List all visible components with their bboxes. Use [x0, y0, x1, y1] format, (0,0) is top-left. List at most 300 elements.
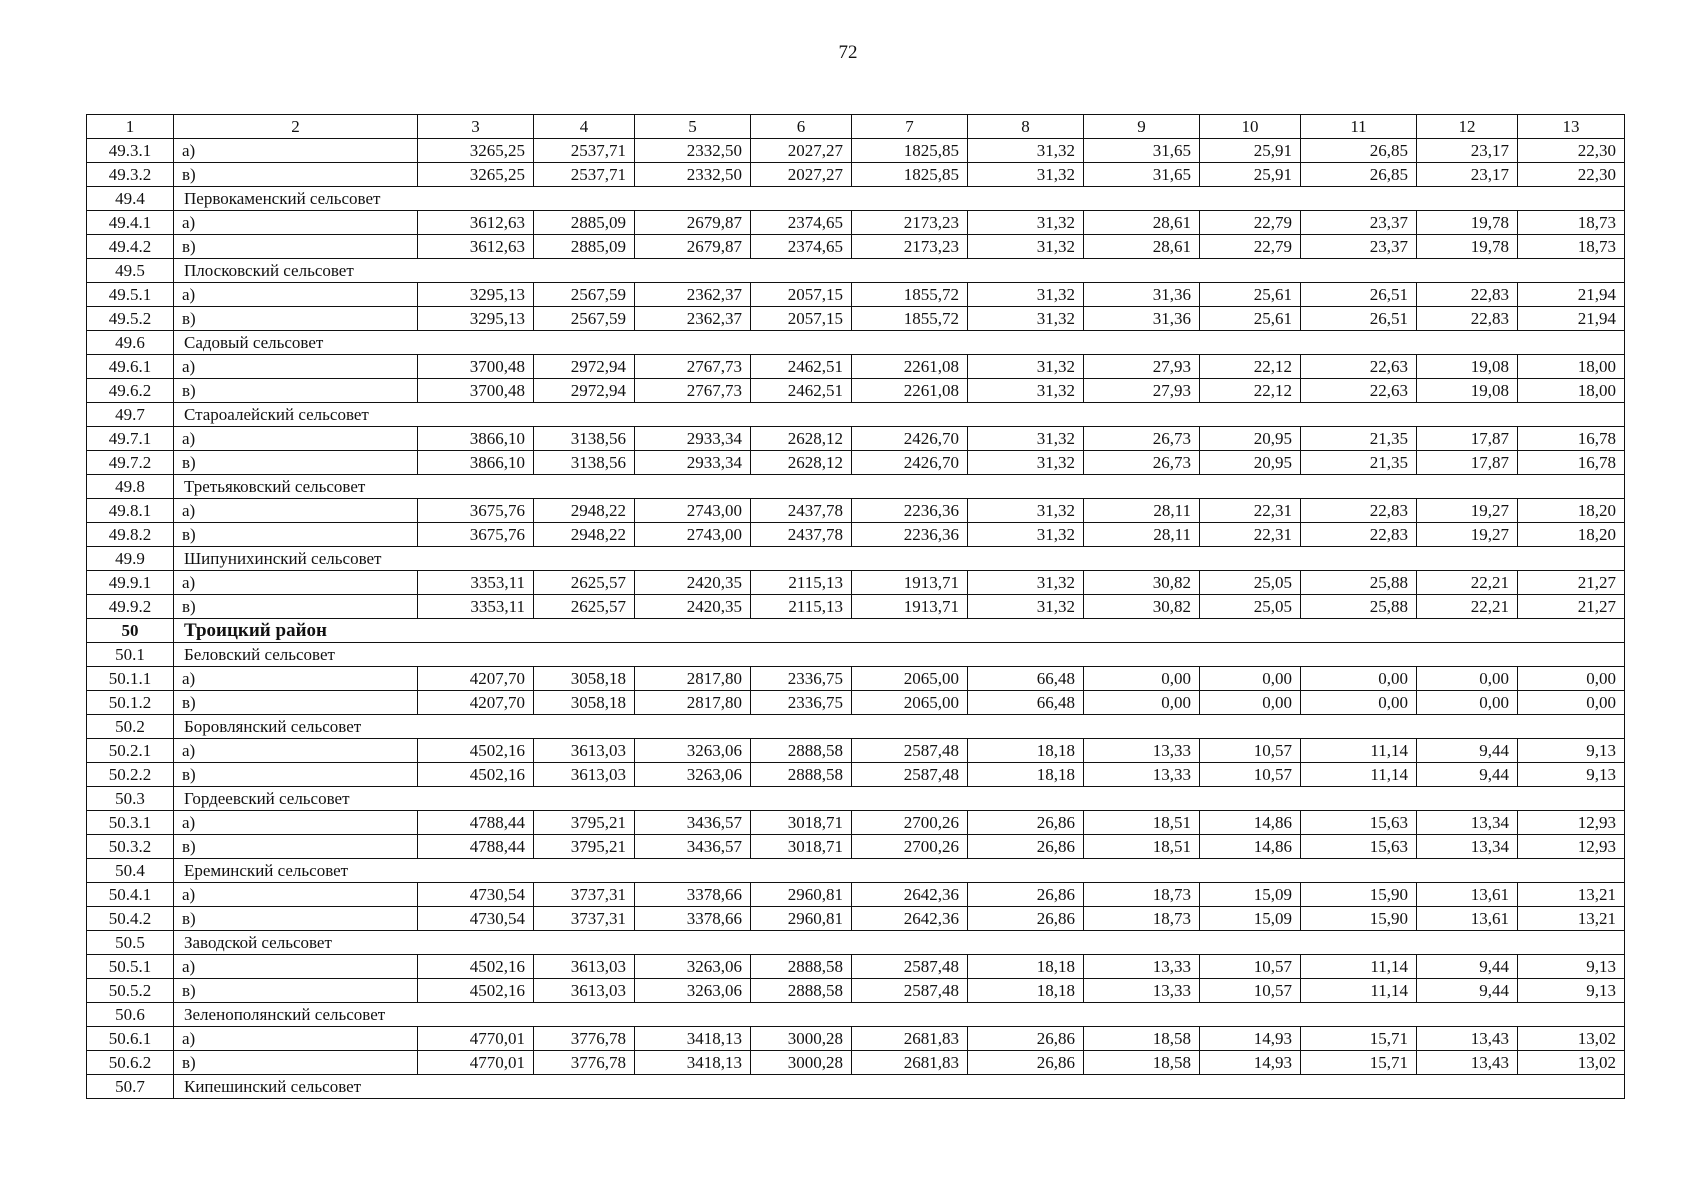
row-number: 50.2.1 — [87, 739, 174, 763]
table-row — [87, 883, 1625, 907]
section-number: 50.3 — [87, 787, 174, 811]
value-cell: 26,51 — [1301, 307, 1417, 331]
value-cell: 2462,51 — [751, 379, 852, 403]
header-cell: 10 — [1200, 115, 1301, 139]
value-cell: 3000,28 — [751, 1051, 852, 1075]
value-cell: 12,93 — [1518, 835, 1625, 859]
value-cell: 12,93 — [1518, 811, 1625, 835]
row-label: в) — [174, 763, 418, 787]
header-cell: 13 — [1518, 115, 1625, 139]
row-number: 50.1.1 — [87, 667, 174, 691]
header-cell: 3 — [418, 115, 534, 139]
value-cell: 11,14 — [1301, 739, 1417, 763]
value-cell: 22,63 — [1301, 355, 1417, 379]
table-row — [87, 355, 1625, 379]
value-cell: 2336,75 — [751, 667, 852, 691]
value-cell: 2743,00 — [635, 499, 751, 523]
value-cell: 9,13 — [1518, 955, 1625, 979]
table-row — [87, 955, 1625, 979]
value-cell: 2767,73 — [635, 379, 751, 403]
value-cell: 0,00 — [1518, 667, 1625, 691]
value-cell: 28,61 — [1084, 211, 1200, 235]
value-cell: 3613,03 — [534, 739, 635, 763]
table-row — [87, 691, 1625, 715]
value-cell: 4502,16 — [418, 955, 534, 979]
value-cell: 15,63 — [1301, 811, 1417, 835]
value-cell: 2642,36 — [852, 907, 968, 931]
section-title: Третьяковский сельсовет — [174, 475, 1625, 499]
value-cell: 3866,10 — [418, 451, 534, 475]
section-title: Боровлянский сельсовет — [174, 715, 1625, 739]
value-cell: 11,14 — [1301, 979, 1417, 1003]
row-number: 49.5.1 — [87, 283, 174, 307]
table-row — [87, 667, 1625, 691]
section-row — [87, 1003, 1625, 1027]
value-cell: 4502,16 — [418, 979, 534, 1003]
value-cell: 3700,48 — [418, 379, 534, 403]
value-cell: 18,00 — [1518, 355, 1625, 379]
table-row — [87, 739, 1625, 763]
row-label: а) — [174, 427, 418, 451]
value-cell: 2888,58 — [751, 763, 852, 787]
value-cell: 2888,58 — [751, 739, 852, 763]
section-row — [87, 715, 1625, 739]
section-number: 49.4 — [87, 187, 174, 211]
value-cell: 2362,37 — [635, 283, 751, 307]
row-label: а) — [174, 667, 418, 691]
value-cell: 18,58 — [1084, 1027, 1200, 1051]
row-number: 50.3.2 — [87, 835, 174, 859]
value-cell: 0,00 — [1417, 667, 1518, 691]
value-cell: 0,00 — [1200, 667, 1301, 691]
section-row — [87, 403, 1625, 427]
value-cell: 14,86 — [1200, 835, 1301, 859]
value-cell: 4730,54 — [418, 907, 534, 931]
value-cell: 3612,63 — [418, 235, 534, 259]
value-cell: 31,32 — [968, 427, 1084, 451]
tariff-table — [86, 114, 1625, 1099]
table-row — [87, 379, 1625, 403]
section-title: Садовый сельсовет — [174, 331, 1625, 355]
value-cell: 22,31 — [1200, 499, 1301, 523]
value-cell: 0,00 — [1301, 691, 1417, 715]
row-number: 49.3.1 — [87, 139, 174, 163]
value-cell: 2625,57 — [534, 571, 635, 595]
value-cell: 18,51 — [1084, 811, 1200, 835]
value-cell: 2948,22 — [534, 523, 635, 547]
table-row — [87, 571, 1625, 595]
value-cell: 4770,01 — [418, 1027, 534, 1051]
value-cell: 3613,03 — [534, 763, 635, 787]
value-cell: 31,32 — [968, 307, 1084, 331]
value-cell: 14,93 — [1200, 1027, 1301, 1051]
value-cell: 3795,21 — [534, 835, 635, 859]
value-cell: 0,00 — [1200, 691, 1301, 715]
table-row — [87, 979, 1625, 1003]
value-cell: 4502,16 — [418, 739, 534, 763]
row-label: в) — [174, 163, 418, 187]
row-number: 50.4.1 — [87, 883, 174, 907]
section-number: 49.5 — [87, 259, 174, 283]
value-cell: 15,71 — [1301, 1027, 1417, 1051]
value-cell: 2817,80 — [635, 691, 751, 715]
section-number: 50.6 — [87, 1003, 174, 1027]
table-row — [87, 427, 1625, 451]
value-cell: 26,86 — [968, 835, 1084, 859]
value-cell: 14,86 — [1200, 811, 1301, 835]
value-cell: 18,73 — [1518, 211, 1625, 235]
value-cell: 3295,13 — [418, 283, 534, 307]
value-cell: 3378,66 — [635, 883, 751, 907]
section-number: 49.6 — [87, 331, 174, 355]
value-cell: 13,43 — [1417, 1051, 1518, 1075]
value-cell: 13,33 — [1084, 763, 1200, 787]
header-cell: 9 — [1084, 115, 1200, 139]
value-cell: 66,48 — [968, 667, 1084, 691]
table-header — [87, 115, 1625, 139]
value-cell: 3436,57 — [635, 811, 751, 835]
value-cell: 25,05 — [1200, 571, 1301, 595]
value-cell: 31,32 — [968, 211, 1084, 235]
value-cell: 2933,34 — [635, 451, 751, 475]
value-cell: 31,32 — [968, 379, 1084, 403]
value-cell: 3353,11 — [418, 571, 534, 595]
row-label: в) — [174, 523, 418, 547]
section-number: 50 — [87, 619, 174, 643]
value-cell: 2261,08 — [852, 379, 968, 403]
value-cell: 1855,72 — [852, 283, 968, 307]
value-cell: 21,27 — [1518, 571, 1625, 595]
row-label: в) — [174, 907, 418, 931]
header-cell: 7 — [852, 115, 968, 139]
value-cell: 3263,06 — [635, 979, 751, 1003]
value-cell: 0,00 — [1417, 691, 1518, 715]
row-number: 49.9.2 — [87, 595, 174, 619]
value-cell: 9,44 — [1417, 739, 1518, 763]
value-cell: 10,57 — [1200, 763, 1301, 787]
value-cell: 18,20 — [1518, 523, 1625, 547]
section-title: Первокаменский сельсовет — [174, 187, 1625, 211]
value-cell: 18,73 — [1518, 235, 1625, 259]
value-cell: 18,73 — [1084, 907, 1200, 931]
value-cell: 23,37 — [1301, 235, 1417, 259]
header-cell: 4 — [534, 115, 635, 139]
value-cell: 3138,56 — [534, 451, 635, 475]
section-title: Кипешинский сельсовет — [174, 1075, 1625, 1099]
value-cell: 3000,28 — [751, 1027, 852, 1051]
value-cell: 2972,94 — [534, 355, 635, 379]
value-cell: 3263,06 — [635, 763, 751, 787]
value-cell: 2960,81 — [751, 907, 852, 931]
row-number: 49.4.2 — [87, 235, 174, 259]
value-cell: 10,57 — [1200, 979, 1301, 1003]
row-label: в) — [174, 451, 418, 475]
value-cell: 2027,27 — [751, 139, 852, 163]
value-cell: 31,32 — [968, 595, 1084, 619]
value-cell: 18,18 — [968, 739, 1084, 763]
value-cell: 2173,23 — [852, 235, 968, 259]
table-row — [87, 163, 1625, 187]
value-cell: 3737,31 — [534, 907, 635, 931]
value-cell: 30,82 — [1084, 571, 1200, 595]
header-cell: 6 — [751, 115, 852, 139]
section-title: Плосковский сельсовет — [174, 259, 1625, 283]
table-row — [87, 211, 1625, 235]
value-cell: 26,86 — [968, 1027, 1084, 1051]
value-cell: 22,12 — [1200, 355, 1301, 379]
value-cell: 2420,35 — [635, 571, 751, 595]
row-number: 49.6.1 — [87, 355, 174, 379]
row-number: 49.8.2 — [87, 523, 174, 547]
value-cell: 2437,78 — [751, 499, 852, 523]
value-cell: 3737,31 — [534, 883, 635, 907]
row-number: 50.3.1 — [87, 811, 174, 835]
value-cell: 21,27 — [1518, 595, 1625, 619]
value-cell: 4770,01 — [418, 1051, 534, 1075]
row-label: в) — [174, 835, 418, 859]
section-number: 49.9 — [87, 547, 174, 571]
value-cell: 2679,87 — [635, 211, 751, 235]
value-cell: 13,21 — [1518, 883, 1625, 907]
value-cell: 2681,83 — [852, 1027, 968, 1051]
value-cell: 2420,35 — [635, 595, 751, 619]
row-number: 50.5.1 — [87, 955, 174, 979]
value-cell: 31,32 — [968, 451, 1084, 475]
section-number: 50.4 — [87, 859, 174, 883]
value-cell: 23,17 — [1417, 139, 1518, 163]
table-row — [87, 235, 1625, 259]
row-label: в) — [174, 979, 418, 1003]
value-cell: 0,00 — [1084, 691, 1200, 715]
value-cell: 3018,71 — [751, 811, 852, 835]
value-cell: 2885,09 — [534, 235, 635, 259]
row-number: 50.1.2 — [87, 691, 174, 715]
table-row — [87, 595, 1625, 619]
value-cell: 3018,71 — [751, 835, 852, 859]
value-cell: 2332,50 — [635, 139, 751, 163]
value-cell: 2426,70 — [852, 451, 968, 475]
value-cell: 3866,10 — [418, 427, 534, 451]
value-cell: 31,32 — [968, 355, 1084, 379]
value-cell: 26,86 — [968, 907, 1084, 931]
value-cell: 3436,57 — [635, 835, 751, 859]
value-cell: 31,32 — [968, 235, 1084, 259]
value-cell: 21,35 — [1301, 427, 1417, 451]
district-row — [87, 619, 1625, 643]
table-row — [87, 283, 1625, 307]
value-cell: 3776,78 — [534, 1051, 635, 1075]
value-cell: 31,65 — [1084, 163, 1200, 187]
value-cell: 2700,26 — [852, 811, 968, 835]
row-number: 49.5.2 — [87, 307, 174, 331]
row-number: 49.9.1 — [87, 571, 174, 595]
value-cell: 10,57 — [1200, 739, 1301, 763]
value-cell: 4207,70 — [418, 691, 534, 715]
value-cell: 3295,13 — [418, 307, 534, 331]
table-row — [87, 1027, 1625, 1051]
section-row — [87, 787, 1625, 811]
value-cell: 22,63 — [1301, 379, 1417, 403]
value-cell: 13,02 — [1518, 1027, 1625, 1051]
value-cell: 3675,76 — [418, 499, 534, 523]
value-cell: 2537,71 — [534, 163, 635, 187]
value-cell: 2628,12 — [751, 427, 852, 451]
section-row — [87, 187, 1625, 211]
value-cell: 27,93 — [1084, 379, 1200, 403]
row-label: а) — [174, 571, 418, 595]
value-cell: 2065,00 — [852, 667, 968, 691]
value-cell: 4730,54 — [418, 883, 534, 907]
value-cell: 0,00 — [1518, 691, 1625, 715]
section-row — [87, 859, 1625, 883]
value-cell: 15,63 — [1301, 835, 1417, 859]
section-title: Шипунихинский сельсовет — [174, 547, 1625, 571]
page-number: 72 — [838, 42, 858, 63]
value-cell: 2587,48 — [852, 979, 968, 1003]
value-cell: 19,78 — [1417, 211, 1518, 235]
value-cell: 2960,81 — [751, 883, 852, 907]
value-cell: 27,93 — [1084, 355, 1200, 379]
value-cell: 15,09 — [1200, 883, 1301, 907]
value-cell: 3138,56 — [534, 427, 635, 451]
value-cell: 2681,83 — [852, 1051, 968, 1075]
table-row — [87, 835, 1625, 859]
value-cell: 3263,06 — [635, 955, 751, 979]
value-cell: 4788,44 — [418, 811, 534, 835]
row-label: в) — [174, 1051, 418, 1075]
value-cell: 18,58 — [1084, 1051, 1200, 1075]
value-cell: 2817,80 — [635, 667, 751, 691]
row-number: 49.7.2 — [87, 451, 174, 475]
value-cell: 25,91 — [1200, 163, 1301, 187]
value-cell: 25,88 — [1301, 571, 1417, 595]
value-cell: 16,78 — [1518, 427, 1625, 451]
table-row — [87, 763, 1625, 787]
value-cell: 25,88 — [1301, 595, 1417, 619]
section-title: Зеленополянский сельсовет — [174, 1003, 1625, 1027]
value-cell: 4207,70 — [418, 667, 534, 691]
value-cell: 3378,66 — [635, 907, 751, 931]
value-cell: 26,73 — [1084, 451, 1200, 475]
value-cell: 3795,21 — [534, 811, 635, 835]
value-cell: 3612,63 — [418, 211, 534, 235]
table-row — [87, 139, 1625, 163]
section-title: Староалейский сельсовет — [174, 403, 1625, 427]
value-cell: 2537,71 — [534, 139, 635, 163]
row-label: а) — [174, 499, 418, 523]
value-cell: 2115,13 — [751, 571, 852, 595]
value-cell: 2885,09 — [534, 211, 635, 235]
value-cell: 11,14 — [1301, 763, 1417, 787]
value-cell: 2933,34 — [635, 427, 751, 451]
value-cell: 9,13 — [1518, 739, 1625, 763]
value-cell: 3613,03 — [534, 955, 635, 979]
section-number: 49.7 — [87, 403, 174, 427]
value-cell: 2972,94 — [534, 379, 635, 403]
header-cell: 1 — [87, 115, 174, 139]
section-row — [87, 643, 1625, 667]
value-cell: 11,14 — [1301, 955, 1417, 979]
value-cell: 22,79 — [1200, 235, 1301, 259]
value-cell: 31,32 — [968, 571, 1084, 595]
value-cell: 18,73 — [1084, 883, 1200, 907]
value-cell: 31,36 — [1084, 283, 1200, 307]
value-cell: 2625,57 — [534, 595, 635, 619]
value-cell: 22,79 — [1200, 211, 1301, 235]
value-cell: 2115,13 — [751, 595, 852, 619]
value-cell: 13,33 — [1084, 979, 1200, 1003]
value-cell: 18,20 — [1518, 499, 1625, 523]
row-number: 49.6.2 — [87, 379, 174, 403]
section-row — [87, 475, 1625, 499]
value-cell: 4788,44 — [418, 835, 534, 859]
section-row — [87, 1075, 1625, 1099]
value-cell: 2948,22 — [534, 499, 635, 523]
row-label: в) — [174, 691, 418, 715]
value-cell: 13,02 — [1518, 1051, 1625, 1075]
section-title: Ереминский сельсовет — [174, 859, 1625, 883]
table-body — [87, 139, 1625, 1099]
value-cell: 4502,16 — [418, 763, 534, 787]
value-cell: 3058,18 — [534, 667, 635, 691]
value-cell: 31,32 — [968, 523, 1084, 547]
table-row — [87, 907, 1625, 931]
value-cell: 2057,15 — [751, 307, 852, 331]
value-cell: 3265,25 — [418, 139, 534, 163]
value-cell: 13,33 — [1084, 739, 1200, 763]
value-cell: 14,93 — [1200, 1051, 1301, 1075]
value-cell: 26,85 — [1301, 163, 1417, 187]
value-cell: 0,00 — [1301, 667, 1417, 691]
row-number: 50.5.2 — [87, 979, 174, 1003]
value-cell: 23,17 — [1417, 163, 1518, 187]
value-cell: 31,32 — [968, 163, 1084, 187]
value-cell: 31,65 — [1084, 139, 1200, 163]
value-cell: 31,32 — [968, 499, 1084, 523]
value-cell: 19,27 — [1417, 523, 1518, 547]
value-cell: 18,00 — [1518, 379, 1625, 403]
value-cell: 26,85 — [1301, 139, 1417, 163]
section-row — [87, 259, 1625, 283]
value-cell: 3613,03 — [534, 979, 635, 1003]
value-cell: 0,00 — [1084, 667, 1200, 691]
value-cell: 13,21 — [1518, 907, 1625, 931]
section-number: 50.7 — [87, 1075, 174, 1099]
value-cell: 2567,59 — [534, 307, 635, 331]
value-cell: 25,05 — [1200, 595, 1301, 619]
value-cell: 2057,15 — [751, 283, 852, 307]
value-cell: 19,08 — [1417, 355, 1518, 379]
value-cell: 2362,37 — [635, 307, 751, 331]
value-cell: 2173,23 — [852, 211, 968, 235]
value-cell: 21,35 — [1301, 451, 1417, 475]
section-title: Беловский сельсовет — [174, 643, 1625, 667]
header-cell: 5 — [635, 115, 751, 139]
row-label: в) — [174, 379, 418, 403]
value-cell: 2888,58 — [751, 955, 852, 979]
row-label: а) — [174, 139, 418, 163]
value-cell: 2628,12 — [751, 451, 852, 475]
section-number: 50.5 — [87, 931, 174, 955]
value-cell: 3776,78 — [534, 1027, 635, 1051]
row-number: 49.8.1 — [87, 499, 174, 523]
value-cell: 2236,36 — [852, 523, 968, 547]
section-number: 49.8 — [87, 475, 174, 499]
value-cell: 2437,78 — [751, 523, 852, 547]
section-title: Заводской сельсовет — [174, 931, 1625, 955]
value-cell: 25,61 — [1200, 283, 1301, 307]
value-cell: 3263,06 — [635, 739, 751, 763]
